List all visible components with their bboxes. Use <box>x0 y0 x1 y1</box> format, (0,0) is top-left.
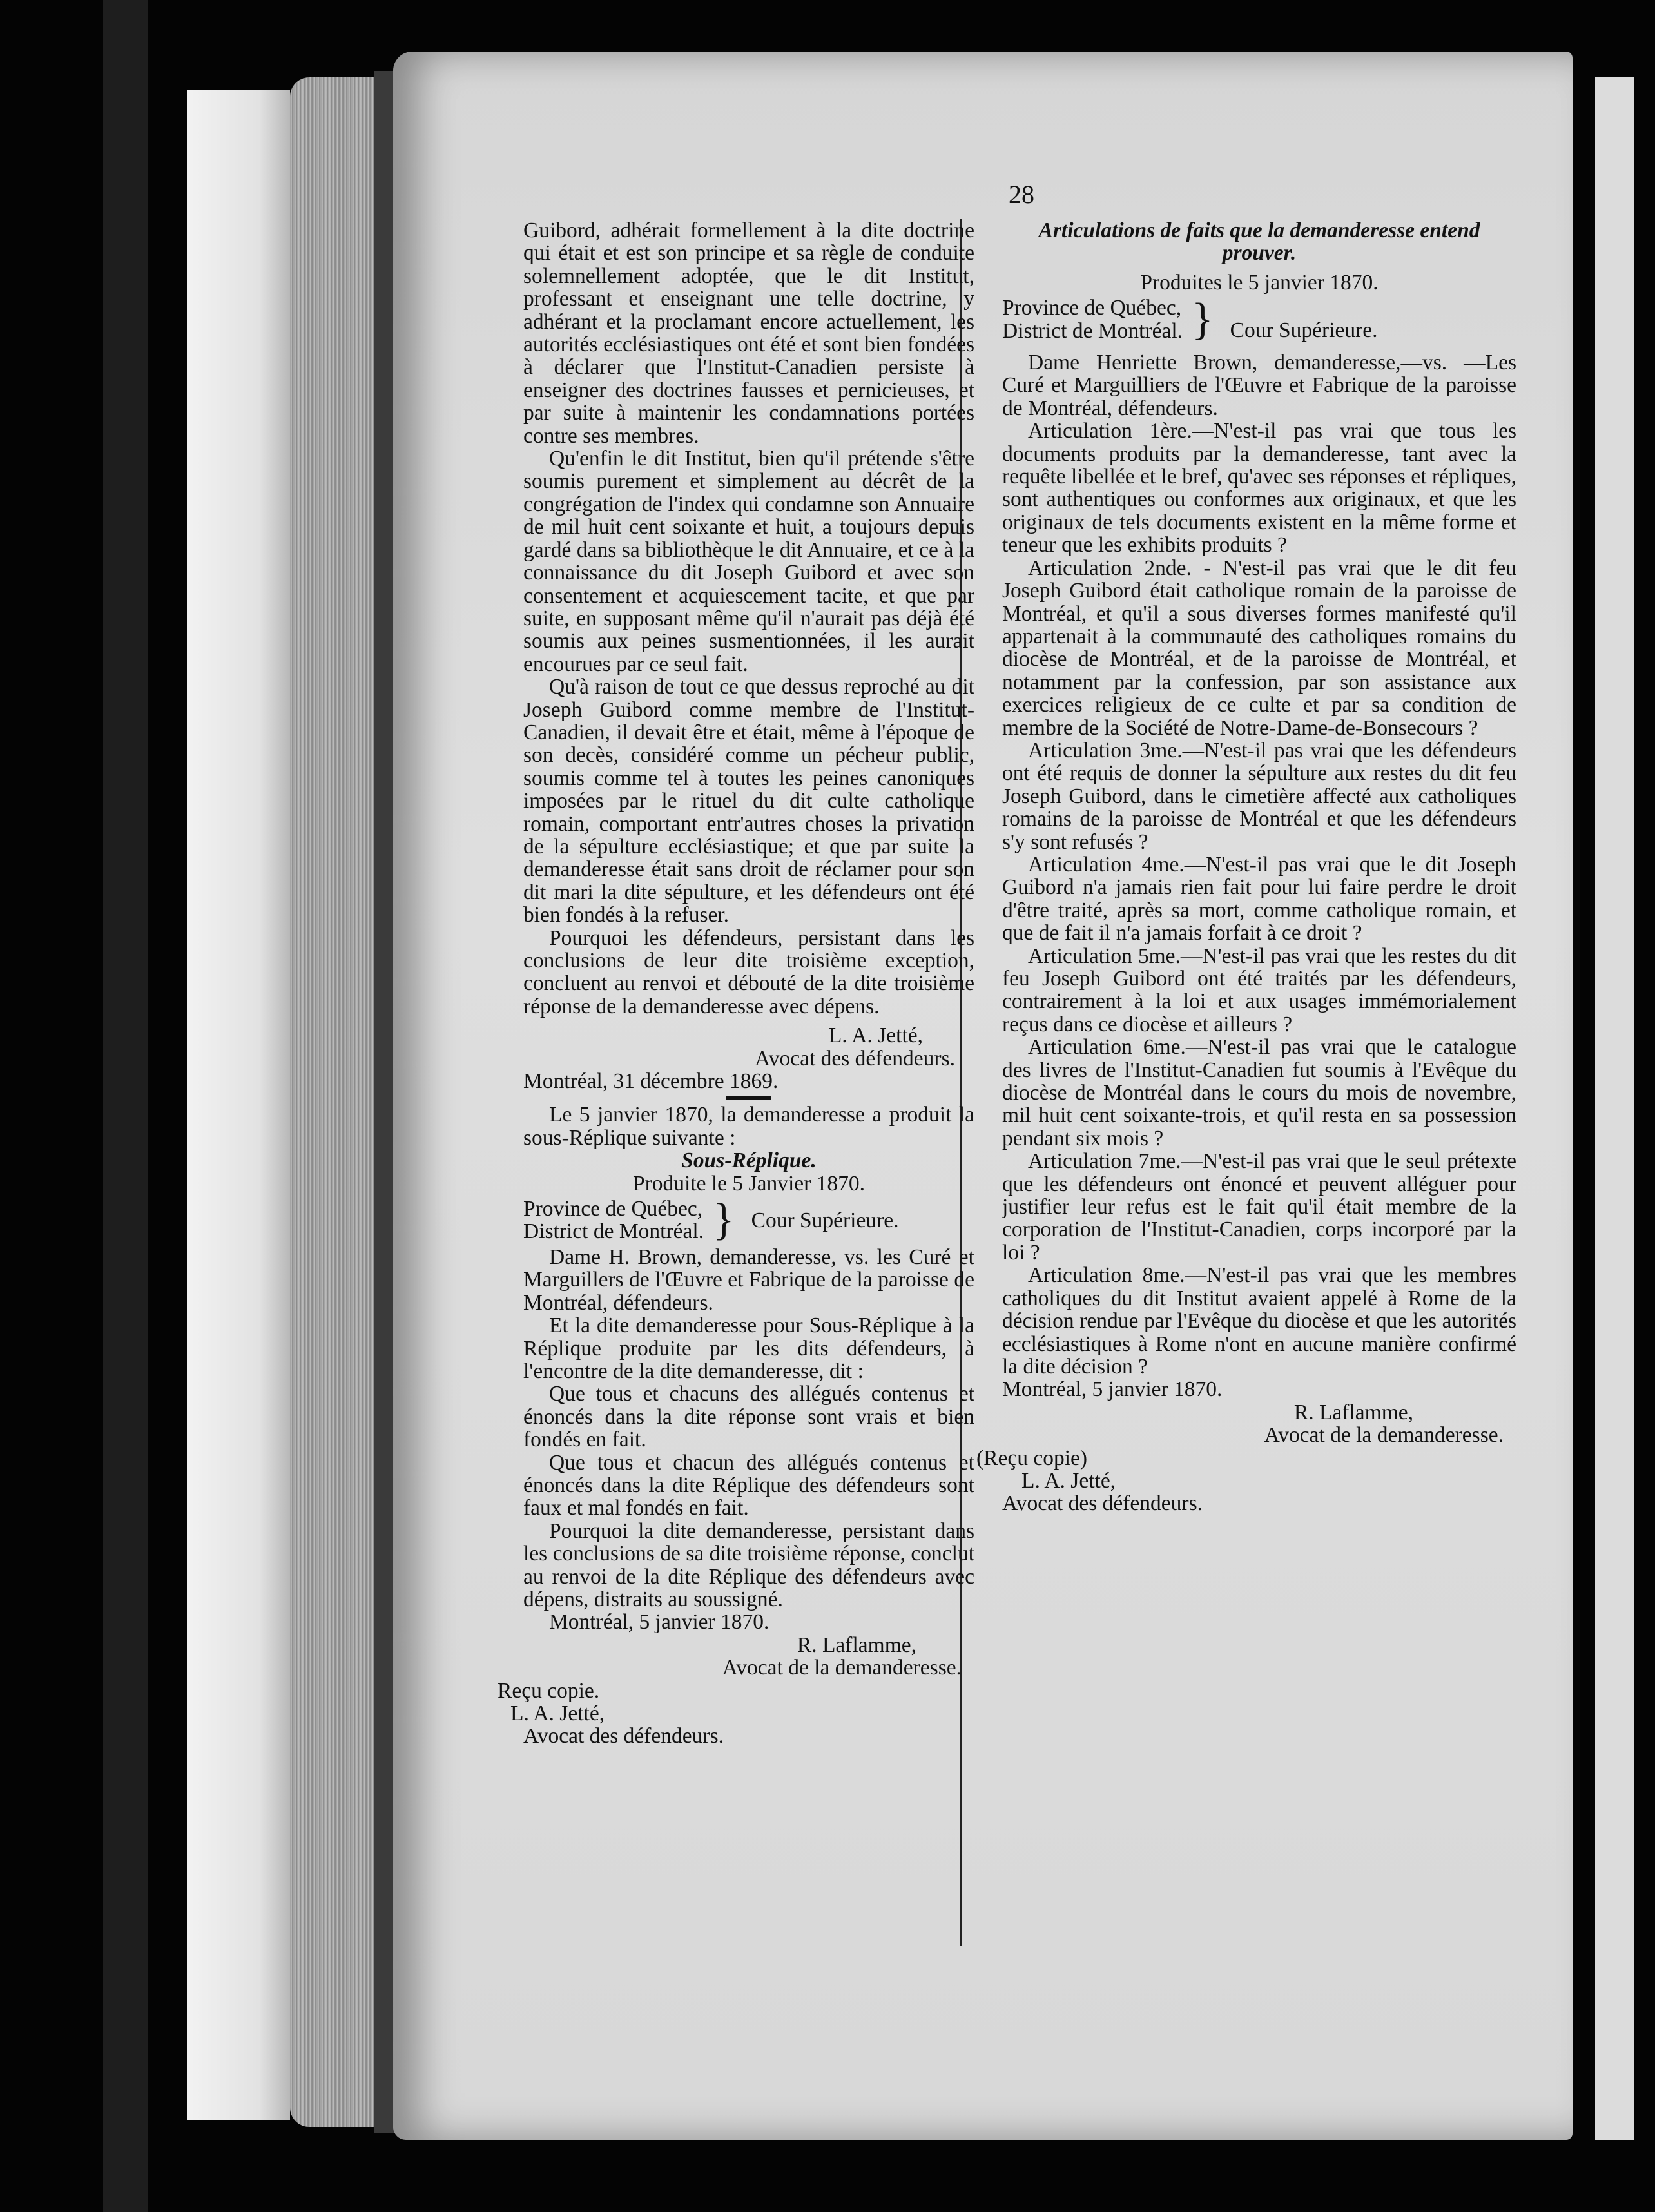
page-number: 28 <box>1009 180 1034 209</box>
province-label: Province de Québec, <box>523 1197 703 1221</box>
signature-title-defendeurs: Avocat des défendeurs. <box>755 1046 955 1071</box>
court-heading-right <box>1002 296 1516 342</box>
signature-title-demanderesse-right: Avocat de la demanderesse. <box>1264 1423 1504 1448</box>
next-page-sliver <box>1595 77 1634 2140</box>
binding-strip <box>187 90 290 2120</box>
articulations-heading: Articulations de faits que la demanderesse entend prouver. <box>1038 218 1480 266</box>
paragraph-que-2: Que tous et chacun des allégués contenus et énoncés dans la dite Réplique des défendeurs sont faux et mal fondés en fait. <box>523 1450 974 1520</box>
paragraph-le5: Le 5 janvier 1870, la demanderesse a produit la sous-Réplique suivante : <box>523 1103 974 1150</box>
scanner-edge <box>103 0 148 2212</box>
section-rule <box>726 1096 771 1100</box>
paragraph-raison: Qu'à raison de tout ce que dessus reproché au dit Joseph Guibord comme membre de l'Institut-Canadien, il devait être et était, même à l'époque de son decès, considéré comme un pécheur public, soumis comme tel à toutes les peines canoniques imposées par le rituel du dit culte catholique romain, comportant entr'autres choses la privation de la sépulture ecclésiastique; et que par suite la demanderesse était sans droit de réclamer pour son dit mari la dite sépulture, et les défendeurs ont été bien fondés à la refuser. <box>523 675 974 927</box>
left-column <box>498 218 974 1749</box>
signature-name-laflamme: R. Laflamme, <box>797 1633 916 1657</box>
articulation-2: Articulation 2nde. - N'est-il pas vrai que le dit feu Joseph Guibord était catholique romain de la paroisse de Montréal, et qu'il a sous diverses formes manifesté qu'il appartenait à la communauté des catholiques romains du diocèse de Montréal, et de la paroisse de Montréal, et notamment par la confession, par son assistance aux exercices religieux de ce culte et par sa condition de membre de la Société de Notre-Dame-de-Bonsecours ? <box>1002 556 1516 740</box>
brace-glyph: } <box>713 1195 735 1245</box>
court-heading <box>523 1195 974 1245</box>
signature-name-jette-right: L. A. Jetté, <box>1021 1468 1116 1493</box>
paragraph-pourquoi-2: Pourquoi la dite demanderesse, persistant dans les conclusions de sa dite troisième réponse, conclut au renvoi de la dite Réplique des défendeurs avec dépens, distraits au soussigné. <box>523 1518 974 1611</box>
place-date-1870: Montréal, 5 janvier 1870. <box>549 1610 769 1635</box>
recu-copie-right: (Reçu copie) <box>976 1446 1088 1470</box>
recu-copie: Reçu copie. <box>498 1678 600 1703</box>
signature-name-laflamme-right: R. Laflamme, <box>1293 1400 1413 1424</box>
paragraph-et: Et la dite demanderesse pour Sous-Réplique à la Réplique produite par les dits défendeurs, à l'encontre de la dite demanderesse, dit : <box>523 1314 974 1383</box>
articulation-8: Articulation 8me.—N'est-il pas vrai que les membres catholiques du dit Institut avaient appelé à Rome de la décision rendue par l'Evêque du diocèse et que les autorités ecclésiastiques à Rome n'ont en aucune manière confirmé la dite décision ? <box>1002 1263 1516 1379</box>
paragraph-dame: Dame H. Brown, demanderesse, vs. les Curé et Marguillers de l'Œuvre et Fabrique de la paroisse de Montréal, défendeurs. <box>523 1245 974 1315</box>
paragraph-dame-right: Dame Henriette Brown, demanderesse,—vs. —Les Curé et Marguilliers de l'Œuvre et Fabrique de la paroisse de Montréal, défendeurs. <box>1002 351 1516 420</box>
court-label-right: Cour Supérieure. <box>1230 318 1378 342</box>
signature-title-demanderesse: Avocat de la demanderesse. <box>722 1656 962 1680</box>
produite-date: Produite le 5 Janvier 1870. <box>632 1171 866 1196</box>
district-label: District de Montréal. <box>523 1219 704 1244</box>
district-label-right: District de Montréal. <box>1002 318 1183 343</box>
articulation-7: Articulation 7me.—N'est-il pas vrai que le seul prétexte que les défendeurs ont énoncé et peuvent alléguer pour justifier leur refus est le fait qu'il était membre de la corporation de l'Institut-Canadien, corps incorporé par la loi ? <box>1002 1149 1516 1265</box>
province-label-right: Province de Québec, <box>1002 296 1182 320</box>
articulation-1: Articulation 1ère.—N'est-il pas vrai que tous les documents produits par la demanderesse, tant avec la requête libellée et le bref, qu'avec ses réponses et répliques, sont authentiques ou conformes aux originaux, et que les originaux de tels documents existent en la même forme et teneur que les exhibits produits ? <box>1002 419 1516 558</box>
signature-name-jette: L. A. Jetté, <box>828 1024 923 1048</box>
articulation-5: Articulation 5me.—N'est-il pas vrai que les restes du dit feu Joseph Guibord ont été traités par les défendeurs, contrairement à la loi et aux usages immémorialement reçus dans ce diocèse et ailleurs ? <box>1002 944 1516 1036</box>
sous-replique-title: Sous-Réplique. <box>681 1149 817 1173</box>
place-date-1869: Montréal, 31 décembre 1869. <box>523 1069 779 1094</box>
continuation-paragraph: Guibord, adhérait formellement à la dite doctrine qui était et est son principe et sa règle de conduite solemnellement adoptée, que le dit Institut, professant et enseignant une telle doctrine, y adhérant et la proclamant encore actuellement, les autorités ecclésiastiques ont été et sont bien fondées à déclarer que l'Institut-Canadien persiste à enseigner des doctrines fausses et pernicieuses, et par suite à maintenir les condamnations portées contre ses membres. <box>523 218 974 448</box>
signature-name-jette-2: L. A. Jetté, <box>510 1702 605 1725</box>
signature-title-defendeurs-right: Avocat des défendeurs. <box>1002 1491 1203 1516</box>
produites-date: Produites le 5 janvier 1870. <box>1140 270 1379 295</box>
brace-glyph-right: } <box>1192 294 1214 344</box>
articulation-4: Articulation 4me.—N'est-il pas vrai que le dit Joseph Guibord n'a jamais rien fait pour lui faire perdre le droit d'être traité, après sa mort, comme catholique romain, et que de fait il n'a jamais forfait à ce droit ? <box>1002 852 1516 946</box>
paragraph-que-1: Que tous et chacuns des allégués contenus et énoncés dans la dite réponse sont vrais et bien fondés en fait. <box>523 1382 974 1452</box>
right-column <box>976 218 1516 1516</box>
court-label: Cour Supérieure. <box>751 1208 899 1232</box>
articulation-6: Articulation 6me.—N'est-il pas vrai que le catalogue des livres de l'Institut-Canadien fut soumis à l'Evêque du diocèse de Montréal dans le cours du mois de novembre, mil huit cent soixante-trois, et qu'il resta en sa possession pendant six mois ? <box>1002 1035 1516 1150</box>
place-date-right: Montréal, 5 janvier 1870. <box>1002 1377 1223 1402</box>
paragraph-pourquoi: Pourquoi les défendeurs, persistant dans les conclusions de leur dite troisième exception, concluent au renvoi et débouté de la dite troisième réponse de la demanderesse avec dépens. <box>523 926 974 1018</box>
signature-title-defendeurs-2: Avocat des défendeurs. <box>523 1724 724 1749</box>
paragraph-enfin: Qu'enfin le dit Institut, bien qu'il prétende s'être soumis purement et simplement au décrêt de la congrégation de l'index qui condamne son Annuaire de mil huit cent soixante et huit, a toujours depuis gardé dans sa bibliothèque le dit Annuaire, et ce à la connaissance du dit Joseph Guibord et avec son consentement et acquiescement tacite, et que par suite, en supposant même qu'il n'aurait pas déjà été soumis aux peines susmentionnées, il les aurait encourues par ce seul fait. <box>523 447 974 676</box>
articulation-3: Articulation 3me.—N'est-il pas vrai que les défendeurs ont été requis de donner la sépulture aux restes du dit feu Joseph Guibord, dans le cimetière affecté aux catholiques romains de la paroisse de Montréal et que les défendeurs s'y sont refusés ? <box>1002 738 1516 854</box>
